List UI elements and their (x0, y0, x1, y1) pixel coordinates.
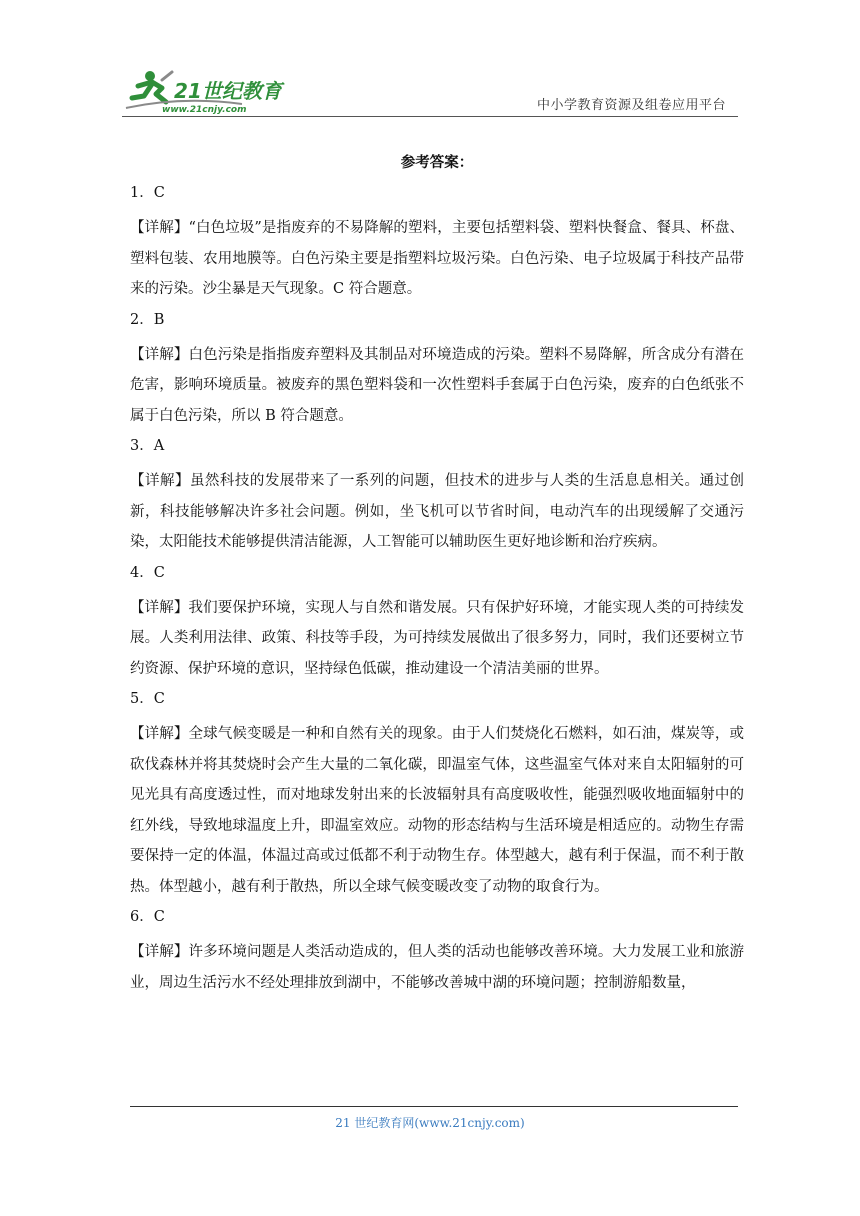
answer-detail: 【详解】虽然科技的发展带来了一系列的问题，但技术的进步与人类的生活息息相关。通过创新，科技能够解决许多社会问题。例如，坐飞机可以节省时间，电动汽车的出现缓解了交通污染，太阳能技术能够提供清洁能源，人工智能可以辅助医生更好地诊断和治疗疾病。 (130, 473, 744, 550)
answer-detail: 【详解】全球气候变暖是一种和自然有关的现象。由于人们焚烧化石燃料，如石油，煤炭等，或砍伐森林并将其焚烧时会产生大量的二氧化碳，即温室气体，这些温室气体对来自太阳辐射的可见光具有高度透过性，而对地球发射出来的长波辐射具有高度吸收性，能强烈吸收地面辐射中的红外线，导致地球温度上升，即温室效应。动物的形态结构与生活环境是相适应的。动物生存需要保持一定的体温，体温过高或过低都不利于动物生存。体型越大，越有利于保温，而不利于散热。体型越小，越有利于散热，所以全球气候变暖改变了动物的取食行为。 (130, 726, 744, 895)
answer-detail: 【详解】许多环境问题是人类活动造成的，但人类的活动也能够改善环境。大力发展工业和旅游业，周边生活污水不经处理排放到湖中，不能够改善城中湖的环境问题；控制游船数量， (130, 944, 744, 991)
header-divider (122, 116, 738, 117)
answer-number: 4．C (130, 564, 165, 581)
answer-number: 1．C (130, 185, 165, 201)
answer-item (130, 906, 744, 998)
answer-item (130, 435, 744, 558)
answer-detail: 【详解】白色污染是指指废弃塑料及其制品对环境造成的污染。塑料不易降解，所含成分有潜在危害，影响环境质量。被废弃的黑色塑料袋和一次性塑料手套属于白色污染，废弃的白色纸张不属于白色污染，所以 B 符合题意。 (130, 346, 744, 424)
answer-item (130, 309, 744, 432)
answer-content (130, 152, 744, 1002)
answer-number: 6．C (130, 909, 165, 925)
answer-number: 2．B (130, 311, 165, 328)
footer-divider (130, 1106, 738, 1107)
platform-name: 中小学教育资源及组卷应用平台 (536, 98, 726, 113)
logo-21cnjy (122, 66, 292, 116)
footer-link[interactable]: 21 世纪教育网(www.21cnjy.com) (335, 1116, 525, 1130)
answer-number: 5．C (130, 691, 165, 707)
page-header (122, 66, 738, 118)
answer-detail: 【详解】我们要保护环境，实现人与自然和谐发展。只有保护好环境，才能实现人类的可持续发展。人类利用法律、政策、科技等手段，为可持续发展做出了很多努力，同时，我们还要树立节约资源、保护环境的意识，坚持绿色低碳，推动建设一个清洁美丽的世界。 (130, 599, 744, 677)
logo-url: www.21cnjy.com (162, 105, 247, 115)
answer-item (130, 688, 744, 902)
answer-item (130, 182, 744, 305)
page-title: 参考答案： (400, 155, 474, 171)
answer-number: 3．A (130, 438, 165, 454)
logo-text: 21世纪教育 (174, 79, 282, 103)
answer-item (130, 562, 744, 685)
answer-detail: 【详解】“白色垃圾”是指废弃的不易降解的塑料，主要包括塑料袋、塑料快餐盒、餐具、杯盘、塑料包装、农用地膜等。白色污染主要是指塑料垃圾污染。白色污染、电子垃圾属于科技产品带来的污染。沙尘暴是天气现象。C 符合题意。 (130, 220, 744, 297)
